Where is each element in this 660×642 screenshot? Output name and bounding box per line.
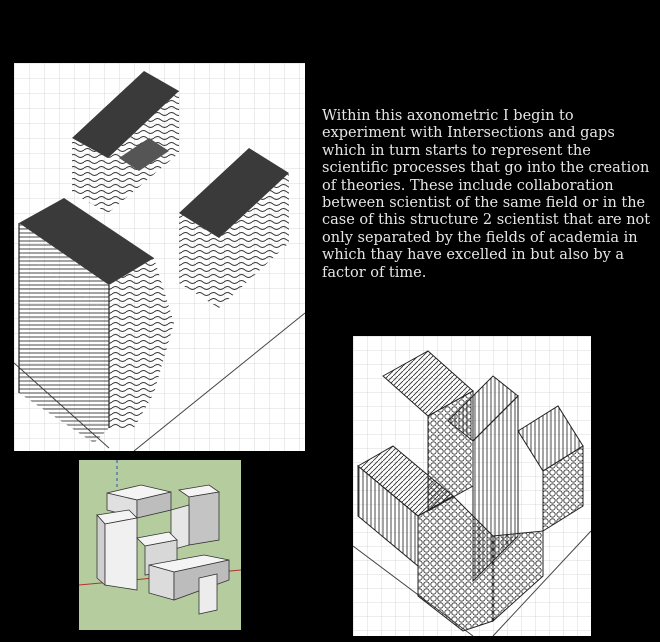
description-text: Within this axonometric I begin to experiment with Intersections and gaps which in turn starts to represent the scientific processes that go into the creation of theories. These include collaboration between scientist of the same field or in the case of this structure 2 scientist that are not only separated by the fields of academia in which thay have excelled in but also by a factor of time.	[322, 108, 651, 281]
axonometric-sketch-image	[14, 63, 305, 451]
3d-model-render-image	[79, 460, 241, 630]
axonometric-textured-sketch-image	[353, 336, 591, 636]
